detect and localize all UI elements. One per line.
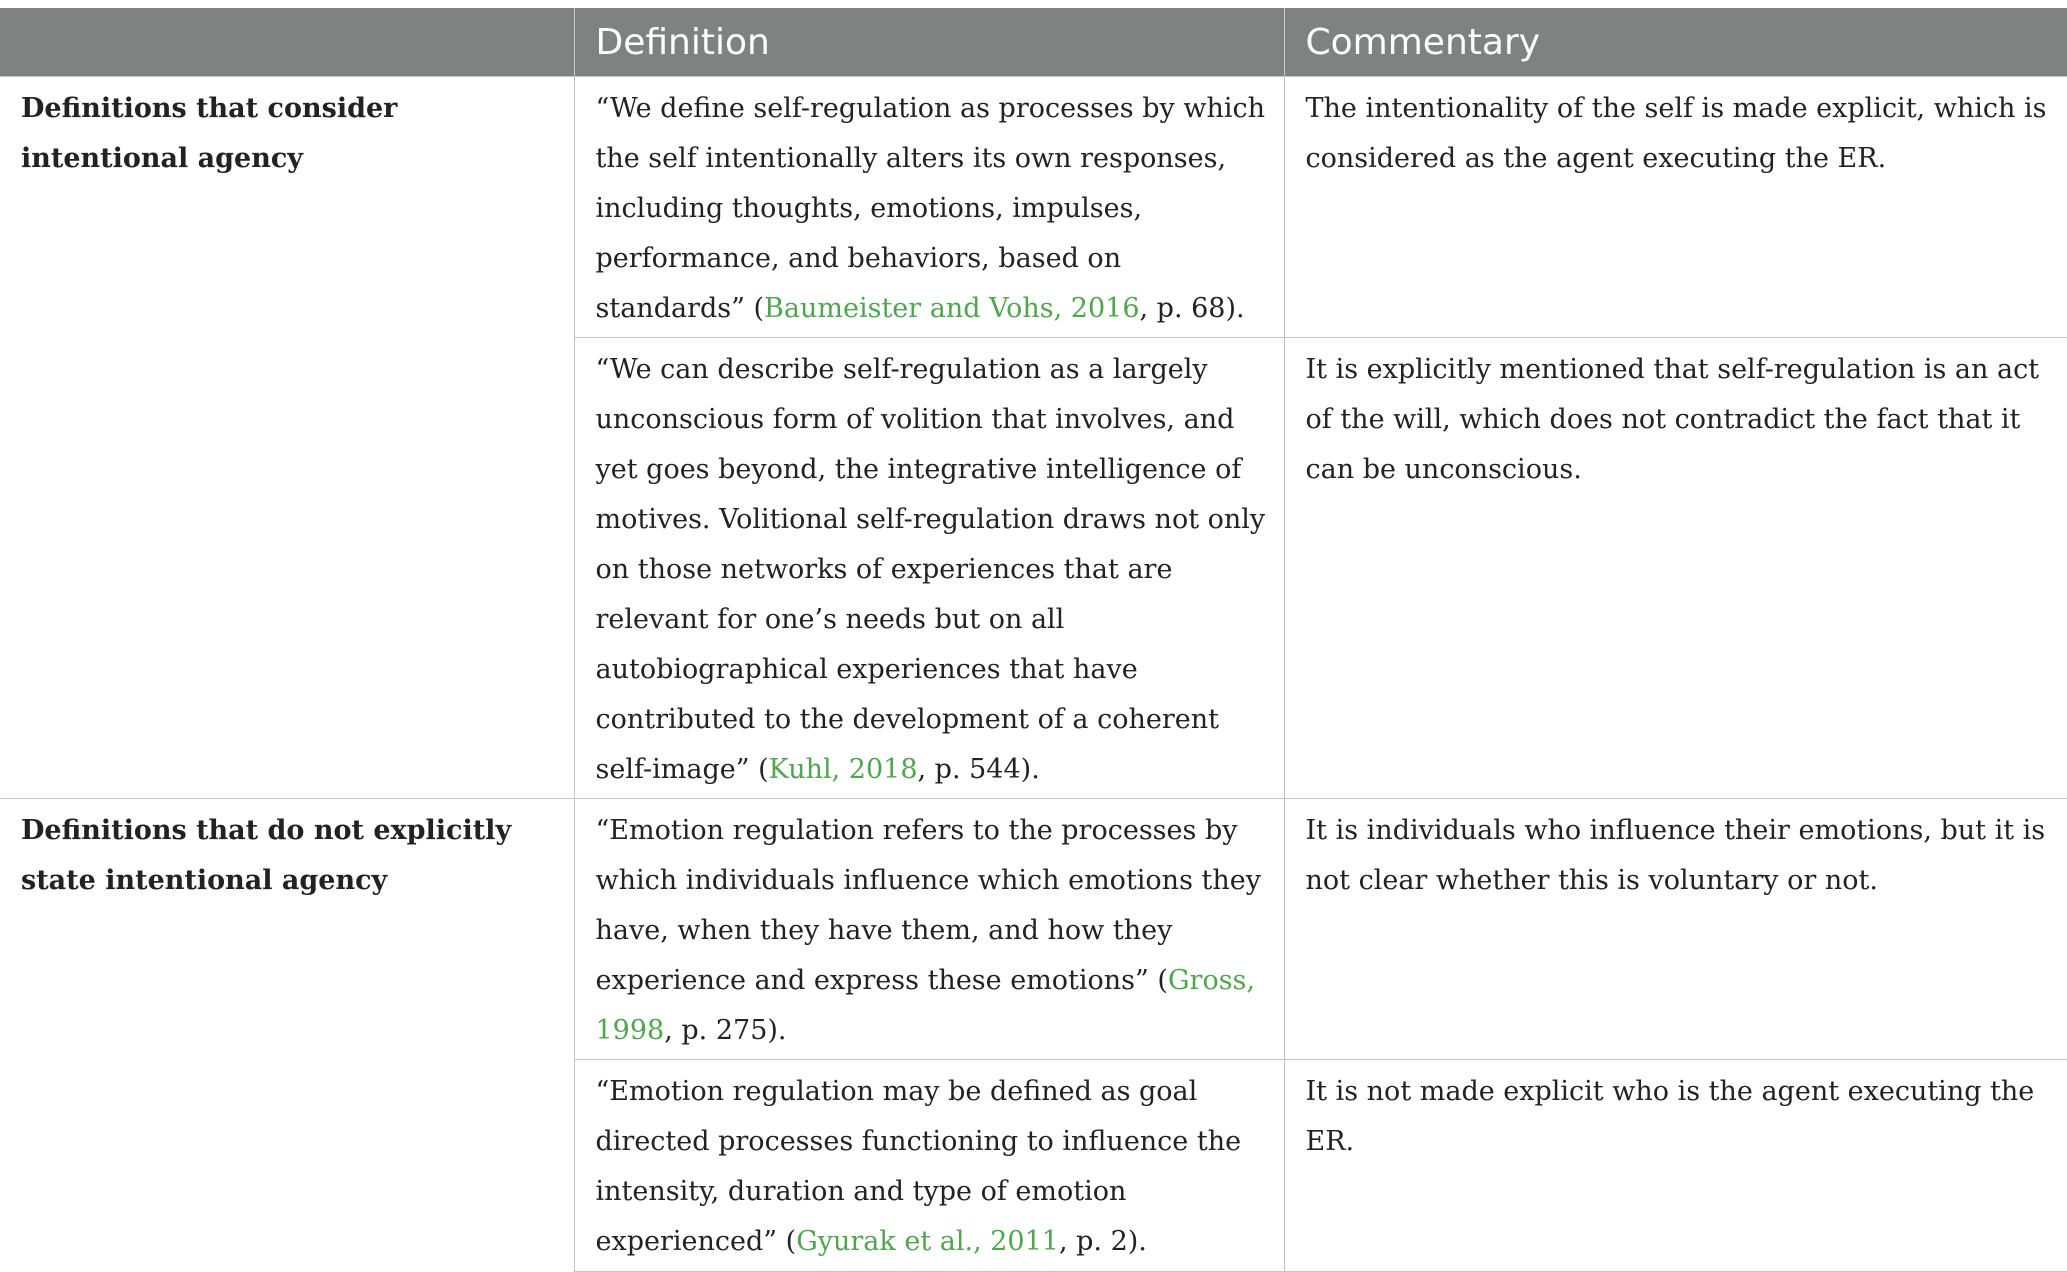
commentary-cell: The intentionality of the self is made explicit, which is considered as the agent executing the ER. (1284, 77, 2067, 338)
group-label-non-intentional: Definitions that do not explicitly state intentional agency (0, 799, 574, 1272)
page-ref: , p. 544). (917, 754, 1040, 785)
definition-cell (574, 1060, 1284, 1272)
table-header-row (0, 8, 2067, 77)
commentary-cell: It is explicitly mentioned that self-regulation is an act of the will, which does not contradict the fact that it can be unconscious. (1284, 338, 2067, 799)
header-definition: Definition (574, 8, 1284, 77)
definition-cell (574, 77, 1284, 338)
citation-link[interactable]: Kuhl, 2018 (768, 754, 918, 785)
definitions-table (0, 8, 2067, 1272)
definition-text: “We define self-regulation as processes by which the self intentionally alters its own responses, including thoughts, emotions, impulses, performance, and behaviors, based on standards” ( (595, 93, 1265, 324)
commentary-cell: It is individuals who influence their emotions, but it is not clear whether this is voluntary or not. (1284, 799, 2067, 1060)
definition-cell (574, 799, 1284, 1060)
definition-cell (574, 338, 1284, 799)
definition-text: “We can describe self-regulation as a largely unconscious form of volition that involves, and yet goes beyond, the integrative intelligence of motives. Volitional self-regulation draws not only on those networks of experiences that are relevant for one’s needs but on all autobiographical experiences that have contributed to the development of a coherent self-image” ( (595, 354, 1266, 785)
commentary-cell: It is not made explicit who is the agent executing the ER. (1284, 1060, 2067, 1272)
citation-link[interactable]: Gross, 1998 (595, 965, 1255, 1046)
header-commentary: Commentary (1284, 8, 2067, 77)
page-ref: , p. 275). (664, 1015, 787, 1046)
definition-text: “Emotion regulation may be defined as goal directed processes functioning to influence the intensity, duration and type of emotion experienced” ( (595, 1076, 1242, 1257)
page-ref: , p. 68). (1139, 293, 1245, 324)
table-row (0, 799, 2067, 1060)
citation-link[interactable]: Gyurak et al., 2011 (796, 1226, 1059, 1257)
group-label-intentional: Definitions that consider intentional agency (0, 77, 574, 799)
definitions-table-container (0, 8, 2067, 1272)
table-row (0, 77, 2067, 338)
header-category (0, 8, 574, 77)
citation-link[interactable]: Baumeister and Vohs, 2016 (764, 293, 1140, 324)
definition-text: “Emotion regulation refers to the processes by which individuals influence which emotions they have, when they have them, and how they experience and express these emotions” ( (595, 815, 1261, 996)
page-ref: , p. 2). (1058, 1226, 1147, 1257)
